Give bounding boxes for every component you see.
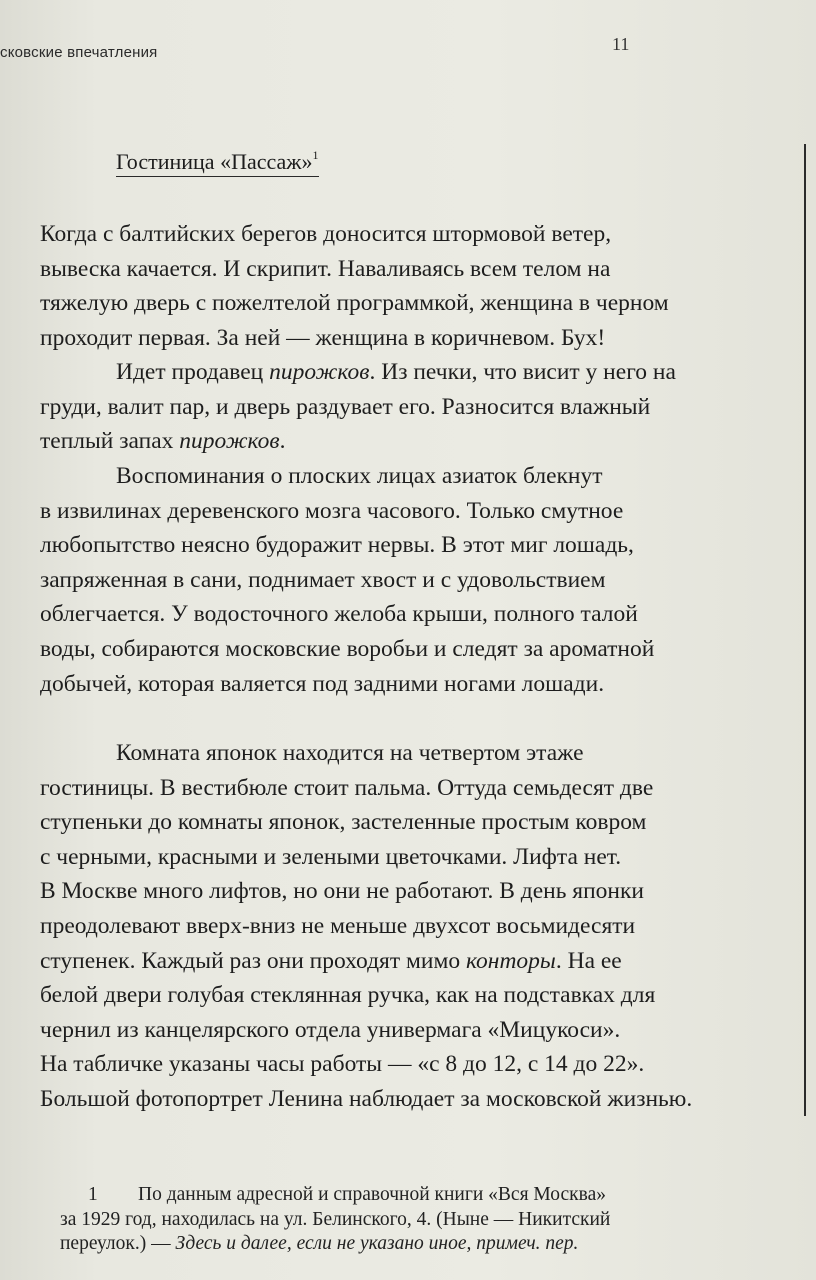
text-line [40,736,800,771]
text-segment: Большой фотопортрет Ленина наблюдает за московской жизнью. [40,1085,693,1112]
text-segment: . [279,428,286,455]
text-line [40,321,800,356]
text-segment: гостиницы. В вестибюле стоит пальма. Оттуда семьдесят две [40,774,654,801]
text-segment: воды, собираются московские воробьи и следят за ароматной [40,635,655,662]
text-segment: любопытство неясно будоражит нервы. В этот миг лошадь, [40,532,634,559]
footnote-line [88,1183,788,1208]
text-line [40,217,800,252]
text-line [40,1047,800,1082]
text-segment: в извилинах деревенского мозга часового. Только смутное [40,497,624,524]
text-segment: Комната японок находится на четвертом этаже [116,740,584,766]
text-segment: Воспоминания о плоских лицах азиаток блекнут [116,463,603,489]
paragraph [40,459,800,701]
footnote-line [60,1232,788,1257]
text-segment: вывеска качается. И скрипит. Наваливаясь всем телом на [40,255,611,282]
text-line [40,459,800,494]
text-segment: преодолевают вверх-вниз не меньше двухсот восьмидесяти [40,912,636,939]
emphasized-word: конторы [465,947,556,974]
text-segment: ступеньки до комнаты японок, застеленные простым ковром [40,809,647,836]
text-segment: На табличке указаны часы работы — «с 8 до 12, с 14 до 22». [40,1051,645,1078]
chapter-title-text: Гостиница «Пассаж» [116,149,313,174]
text-line [40,805,800,840]
footnote-number: 1 [88,1184,98,1205]
text-segment: белой двери голубая стеклянная ручка, как на подставках для [40,982,656,1009]
text-line [40,840,800,875]
text-line [40,978,800,1013]
chapter-title [116,149,319,177]
text-segment: . На ее [555,947,622,974]
text-line [40,944,800,979]
text-segment: запряженная в сани, поднимает хвост и с удовольствием [40,566,606,593]
text-segment: В Москве много лифтов, но они не работают. В день японки [40,878,645,905]
text-line [40,390,800,425]
running-head: сковские впечатления [0,44,158,61]
text-line [40,909,800,944]
text-segment: проходит первая. За ней — женщина в коричневом. Бух! [40,324,606,351]
text-line [40,874,800,909]
text-segment: ступенек. Каждый раз они проходят мимо [40,947,466,974]
text-segment: тяжелую дверь с пожелтелой программкой, женщина в черном [40,290,669,317]
text-segment: Идет продавец [116,359,270,385]
text-segment: с черными, красными и зелеными цветочками. Лифта нет. [40,843,622,870]
page-number: 11 [612,34,630,54]
text-line [40,424,800,459]
text-segment: добычей, которая валяется под задними ногами лошади. [40,670,605,697]
footnote-text: По данным адресной и справочной книги «Вся Москва» [138,1184,606,1205]
text-line [40,632,800,667]
text-line [40,563,800,598]
paragraph [40,217,800,355]
text-line [40,528,800,563]
text-line [40,1082,800,1117]
text-line [40,1013,800,1048]
text-segment: облегчается. У водосточного желоба крыши, полного талой [40,601,638,628]
text-line [40,286,800,321]
emphasized-word: пирожков [269,359,370,385]
text-segment: чернил из канцелярского отдела универмага «Мицукоси». [40,1016,621,1043]
translator-note: Здесь и далее, если не указано иное, примеч. пер. [175,1233,579,1254]
footnote-line: за 1929 год, находилась на ул. Белинского, 4. (Ныне — Никитский [60,1208,611,1230]
footnote-mark: 1 [312,147,319,162]
text-segment: теплый запах [40,428,180,455]
paragraph [40,355,800,459]
text-segment: Когда с балтийских берегов доносится штормовой ветер, [40,221,612,247]
text-line [40,667,800,702]
emphasized-word: пирожков [179,428,280,455]
margin-rule [804,144,806,1116]
footnote-text: переулок.) — [60,1233,176,1254]
text-segment: . Из печки, что висит у него на [369,359,676,385]
text-line [40,355,800,390]
text-line [40,494,800,529]
text-line [40,252,800,287]
text-line [40,597,800,632]
paragraph [40,736,800,1117]
text-segment: груди, валит пар, и дверь раздувает его. Разносится влажный [40,393,651,420]
text-line [40,771,800,806]
footnote [60,1183,788,1257]
